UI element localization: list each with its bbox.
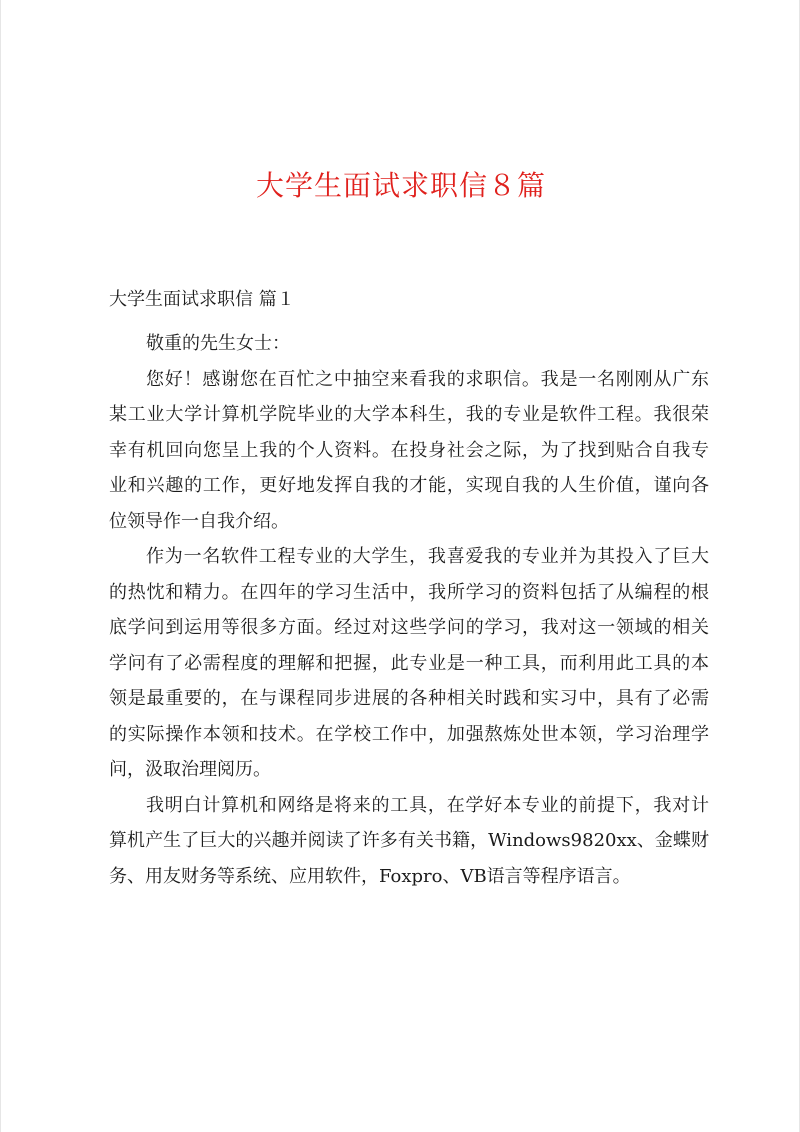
paragraph-1-line-3: 幸有机回向您呈上我的个人资料。在投身社会之际，为了找到贴合自我专 bbox=[109, 439, 709, 461]
paragraph-2-line-7: 问，汲取治理阅历。 bbox=[109, 759, 271, 780]
section-heading: 大学生面试求职信 篇１ bbox=[109, 289, 295, 310]
paragraph-1-line-5: 位领导作一自我介绍。 bbox=[109, 510, 289, 532]
paragraph-2-line-3: 底学问到运用等很多方面。经过对这些学问的学习，我对这一领域的相关 bbox=[109, 617, 709, 638]
paragraph-2-line-1: 作为一名软件工程专业的大学生，我喜爱我的专业并为其投入了巨大 bbox=[146, 546, 709, 567]
paragraph-2-line-5: 领是最重要的，在与课程同步进展的各种相关时践和实习中，具有了必需 bbox=[109, 688, 709, 709]
paragraph-1-line-1: 您好！感谢您在百忙之中抽空来看我的求职信。我是一名刚刚从广东 bbox=[146, 368, 709, 390]
paragraph-2-line-2: 的热忱和精力。在四年的学习生活中，我所学习的资料包括了从编程的根 bbox=[109, 581, 709, 603]
paragraph-3-line-2: 算机产生了巨大的兴趣并阅读了许多有关书籍，Windows9820xx、金蝶财 bbox=[109, 830, 709, 851]
paragraph-1-line-2: 某工业大学计算机学院毕业的大学本科生，我的专业是软件工程。我很荣 bbox=[109, 404, 709, 425]
document-title: 大学生面试求职信８篇 bbox=[255, 169, 546, 202]
salutation: 敬重的先生女士： bbox=[146, 333, 290, 354]
paragraph-2-line-4: 学问有了必需程度的理解和把握，此专业是一种工具，而利用此工具的本 bbox=[109, 652, 709, 674]
paragraph-3-line-1: 我明白计算机和网络是将来的工具，在学好本专业的前提下，我对计 bbox=[146, 794, 709, 816]
paragraph-2-line-6: 的实际操作本领和技术。在学校工作中，加强熬炼处世本领，学习治理学 bbox=[109, 723, 709, 745]
paragraph-1-line-4: 业和兴趣的工作，更好地发挥自我的才能，实现自我的人生价值，谨向各 bbox=[109, 475, 709, 496]
paragraph-3-line-3: 务、用友财务等系统、应用软件，Foxpro、VB语言等程序语言。 bbox=[109, 865, 631, 887]
letter-body bbox=[109, 326, 709, 894]
